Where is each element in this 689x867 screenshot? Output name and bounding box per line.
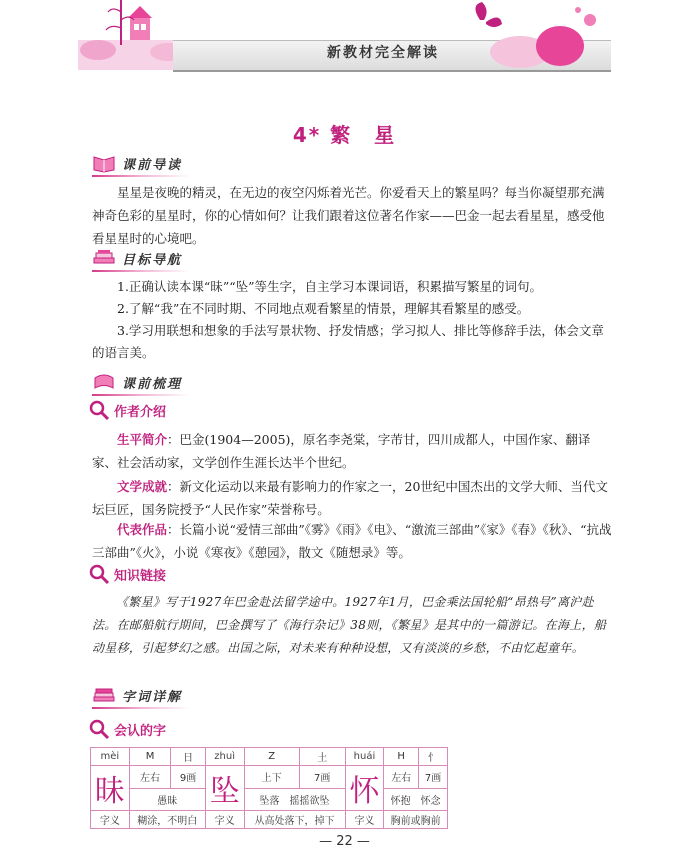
character-cell: 坠 [205,766,244,811]
table-row [91,766,448,789]
character-cell: 怀 [345,766,384,811]
radical-pinyin-cell: M [129,748,171,766]
gloss-cell: 胸前或胸前 [384,811,448,829]
section-vocab [92,684,182,706]
subsection-label: 作者介绍 [114,404,167,420]
section-label: 目标导航 [122,252,183,268]
character-table [90,747,448,829]
intro-paragraph: 星星是夜晚的精灵，在无边的夜空闪烁着光芒。你爱看天上的繁星吗？每当你凝望那充满神奇色彩的星星时，你的心情如何？让我们跟着这位著名作家——巴金一起去看星星，感受他看星星时的心境吧。 [92,185,605,246]
gloss-cell: 从高处落下，掉下 [244,811,345,829]
page-number: — 22 — [319,834,370,849]
radical-cell: 日 [171,748,205,766]
goals-list [92,276,612,364]
bio-text: ：巴金(1904—2005)，原名李尧棠，字芾甘，四川成都人，中国作家、翻译家、社会活动家，文学创作生涯长达半个世纪。 [92,432,591,470]
section-goals [92,247,182,269]
pinyin-cell: mèi [91,748,130,766]
works-label: 代表作品 [117,522,168,537]
subsection-label: 知识链接 [114,568,167,584]
table-row [91,788,448,811]
achievement-label: 文学成就 [117,479,168,494]
pinyin-cell: huái [345,748,384,766]
header-title: 新教材完全解读 [327,45,439,61]
magnifier-icon [88,399,110,421]
magnifier-icon [88,718,110,740]
section-label: 字词详解 [122,689,183,705]
section-label: 课前导读 [122,157,183,173]
author-achievement [92,475,612,521]
section-review [92,371,182,393]
radical-pinyin-cell: Z [244,748,299,766]
author-works [92,518,612,564]
radical-cell: 忄 [419,748,448,766]
page-header [78,0,610,78]
meaning-label-cell: 字义 [205,811,244,829]
strokes-cell: 7画 [419,766,448,789]
structure-cell: 上下 [244,766,299,789]
magnifier-icon [88,563,110,585]
subsection-label: 会认的字 [114,723,167,739]
meaning-label-cell: 字义 [345,811,384,829]
word-cell: 坠落 摇摇欲坠 [244,788,345,811]
house-tree-decoration [78,0,188,75]
goal-item: 1.正确认读本课“昧”“坠”等生字，自主学习本课词语，积累描写繁星的词句。 [117,279,542,294]
achievement-text: ：新文化运动以来最有影响力的作家之一，20世纪中国杰出的文学大师、当代文坛巨匠，国务院授予“人民作家”荣誉称号。 [92,479,608,517]
section-underline [92,394,190,396]
subsection-author [88,399,166,421]
butterfly-flower-decoration [460,0,610,75]
strokes-cell: 7画 [299,766,345,789]
section-underline [92,707,190,709]
character-cell: 昧 [91,766,130,811]
table-row [91,811,448,829]
radical-pinyin-cell: H [384,748,419,766]
works-text: ：长篇小说“爱情三部曲”《雾》《雨》《电》、“激流三部曲”《家》《春》《秋》、“抗战三部曲”《火》，小说《寒夜》《憩园》，散文《随想录》等。 [92,522,612,560]
bio-label: 生平简介 [117,432,168,447]
open-book-icon [92,153,116,173]
pinyin-cell: zhuì [205,748,244,766]
radical-cell: 土 [299,748,345,766]
subsection-knowledge [88,563,166,585]
books-icon [92,685,116,705]
book-stack-icon [92,248,116,268]
author-bio [92,428,612,474]
strokes-cell: 9画 [171,766,205,789]
gloss-cell: 糊涂，不明白 [129,811,205,829]
word-cell: 愚昧 [129,788,205,811]
section-label: 课前梳理 [122,376,183,392]
structure-cell: 左右 [384,766,419,789]
structure-cell: 左右 [129,766,171,789]
notebook-icon [92,372,116,392]
section-underline [92,175,190,177]
knowledge-paragraph: 《繁星》写于1927年巴金赴法留学途中。1927年1月，巴金乘法国轮船“昂热号”离沪赴法。在邮船航行期间，巴金撰写了《海行杂记》38则，《繁星》是其中的一篇游记。在海上，船动星移，引起梦幻之感。出国之际，对未来有种种设想，又有淡淡的乡愁，不由忆起童年。 [92,595,607,655]
section-preview [92,152,182,174]
word-cell: 怀抱 怀念 [384,788,448,811]
meaning-label-cell: 字义 [91,811,130,829]
subsection-chars [88,718,166,740]
section-underline [92,270,190,272]
goal-item: 3.学习用联想和想象的手法写景状物、抒发情感；学习拟人、排比等修辞手法，体会文章的语言美。 [92,323,604,360]
table-row [91,748,448,766]
goal-item: 2.了解“我”在不同时期、不同地点观看繁星的情景，理解其看繁星的感受。 [117,301,530,316]
lesson-title: 4* 繁 星 [292,123,397,147]
